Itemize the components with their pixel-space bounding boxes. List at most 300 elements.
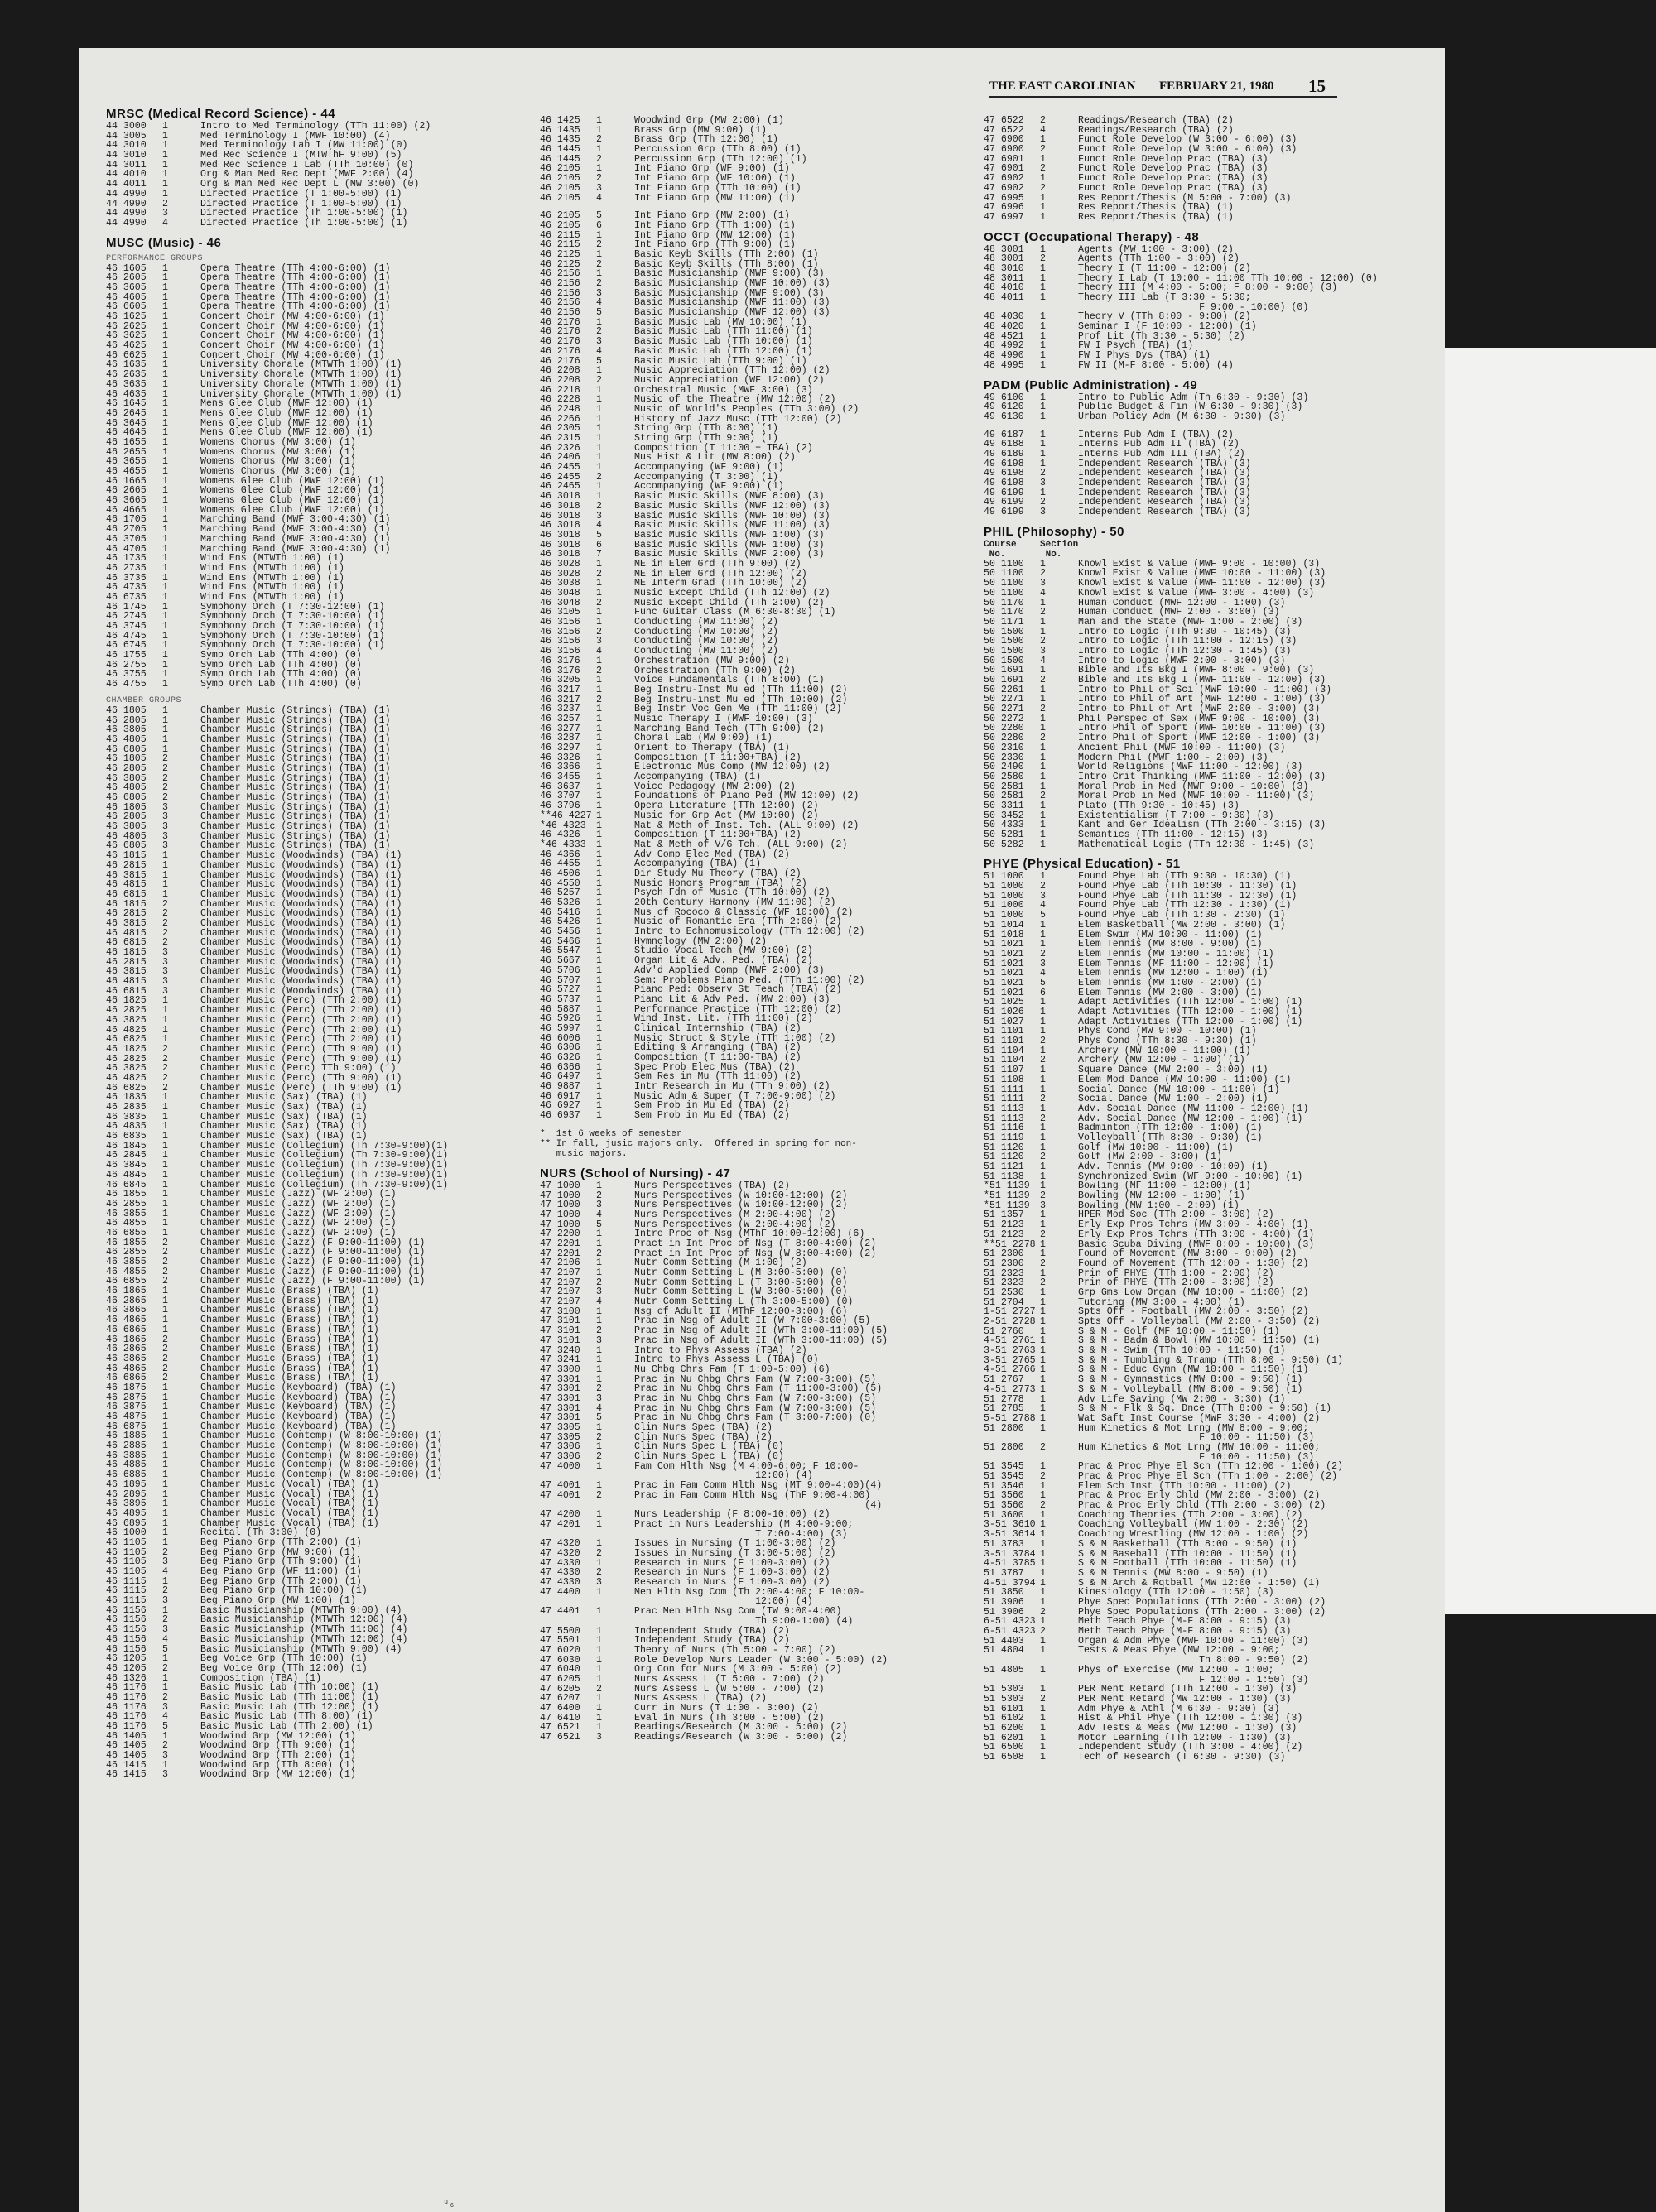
section-number: 1	[1040, 626, 1046, 637]
course-row	[984, 1104, 1441, 1114]
course-number: 4-51 2761	[984, 1335, 1036, 1347]
course-title: Int Piano Grp (TTh 1:00) (1)	[634, 219, 796, 231]
course-number: 46 1825	[106, 995, 147, 1007]
course-number: 46 3257	[540, 713, 580, 724]
course-title: Nurs Assess L (T 5:00 - 7:00) (2)	[634, 1673, 825, 1685]
section-number: 1	[1040, 311, 1046, 323]
course-number: 51 1108	[984, 1074, 1024, 1085]
course-number: 46 3865	[106, 1353, 147, 1364]
course-title: University Chorale (MTWTh 1:00) (1)	[200, 388, 402, 400]
course-number: 46 1000	[106, 1527, 147, 1539]
course-number: 51 1000	[984, 881, 1024, 892]
course-row	[106, 622, 520, 632]
section-number: 1	[596, 1052, 602, 1063]
course-title: Music of World's Peoples (TTh 3:00) (2)	[634, 403, 859, 415]
course-number: 47 3306	[540, 1451, 580, 1463]
section-number: 2	[162, 1662, 168, 1674]
section-number: 2	[162, 898, 168, 910]
course-title: Int Piano Grp (WF 9:00) (1)	[634, 163, 790, 175]
section-number: 3	[162, 956, 168, 968]
section-number: 1	[1040, 742, 1046, 753]
course-title: Chamber Music (Brass) (TBA) (1)	[200, 1373, 379, 1384]
section-number: 1	[1040, 340, 1046, 352]
course-row	[106, 1509, 520, 1519]
course-row	[984, 1230, 1441, 1240]
section-number: 2	[596, 597, 602, 608]
course-number: 46 6805	[106, 743, 147, 755]
course-number: 46 4655	[106, 466, 147, 477]
course-number: 51 5303	[984, 1693, 1024, 1705]
course-row	[106, 380, 520, 390]
section-number: 1	[162, 504, 168, 516]
course-number: 47 6521	[540, 1722, 580, 1734]
course-title: Modern Phil (MWF 1:00 - 2:00) (3)	[1078, 752, 1268, 763]
course-row	[106, 1016, 520, 1026]
course-number: 50 2280	[984, 733, 1024, 744]
section-number: 2	[1040, 791, 1046, 802]
section-number: 1	[162, 1604, 168, 1616]
course-number: 46 6745	[106, 640, 147, 652]
course-title: Prac & Proc Phye El Sch (TTh 12:00 - 1:00) (2)	[1078, 1461, 1344, 1473]
course-number: 46 2176	[540, 355, 580, 367]
course-title: Curr in Nurs (T 1:00 - 3:00) (2)	[634, 1703, 819, 1714]
group-subheading: PERFORMANCE GROUPS	[106, 253, 204, 263]
course-title: Med Terminology I (MWF 10:00) (4)	[200, 130, 391, 142]
course-title: Interns Pub Adm III (TBA) (2)	[1078, 448, 1245, 459]
section-number: 1	[162, 1450, 168, 1461]
course-row	[106, 1132, 520, 1142]
course-number: 51 1101	[984, 1036, 1024, 1047]
section-number: 1	[1040, 1364, 1046, 1376]
course-title: S & M Football (TTh 10:00 - 11:50) (1)	[1078, 1558, 1297, 1570]
course-number: 51 1104	[984, 1045, 1024, 1056]
course-row	[984, 1724, 1441, 1734]
course-number: 51 2767	[984, 1374, 1024, 1386]
section-number: 5	[1040, 977, 1046, 988]
course-number: 46 6625	[106, 349, 147, 361]
section-number: 1	[596, 115, 602, 126]
course-number: 44 4990	[106, 208, 147, 219]
section-number: 1	[1040, 1267, 1046, 1279]
course-title: Intro to Phil of Art (MWF 2:00 - 3:00) (3)	[1078, 704, 1321, 715]
course-number: 47 5501	[540, 1635, 580, 1647]
course-number: 44 4011	[106, 179, 147, 190]
course-number: 46 1445	[540, 144, 580, 156]
course-title: Basic Musicianship (MWF 10:00) (3)	[634, 278, 830, 289]
course-number: 50 2280	[984, 723, 1024, 734]
course-number: 51 1121	[984, 1161, 1024, 1173]
course-title: Chamber Music (Sax) (TBA) (1)	[200, 1121, 368, 1132]
course-row	[984, 450, 1441, 459]
section-number: 1	[596, 1538, 602, 1550]
course-number: 51 1027	[984, 1016, 1024, 1027]
course-title: Chamber Music (Keyboard) (TBA) (1)	[200, 1382, 397, 1393]
course-number: 46 3018	[540, 520, 580, 531]
course-row	[984, 1385, 1441, 1395]
course-title: Funct Role Develop Prac (TBA) (3)	[1078, 153, 1268, 165]
course-title: Pract in Nurs Leadership (M 4:00-9:00; T 7:00-4:00) (3)	[634, 1518, 854, 1540]
course-number: 51 4403	[984, 1635, 1024, 1647]
section-number: 2	[596, 694, 602, 705]
course-number: 46 4605	[106, 291, 147, 303]
section-number: 1	[1040, 1306, 1046, 1318]
course-number: 46 3665	[106, 495, 147, 507]
course-title: Conducting (MW 10:00) (2)	[634, 636, 778, 647]
section-number: 1	[596, 248, 602, 260]
course-number: 51 1000	[984, 871, 1024, 882]
course-title: Theory of Nurs (Th 5:00 - 7:00) (2)	[634, 1644, 836, 1656]
section-number: 1	[1040, 359, 1046, 371]
section-number: 1	[162, 378, 168, 390]
course-row	[540, 1268, 987, 1278]
course-title: Chamber Music (Strings) (TBA) (1)	[200, 811, 391, 823]
course-number: 46 6855	[106, 1227, 147, 1238]
course-title: Coaching Wrestling (MW 12:00 - 1:00) (2)	[1078, 1529, 1309, 1541]
section-number: 1	[1040, 1558, 1046, 1570]
section-number: 1	[596, 1460, 602, 1472]
course-number: 46 2465	[540, 481, 580, 493]
course-title: Intro to Logic (TTh 11:00 - 12:15) (3)	[1078, 636, 1297, 647]
course-title: Beg Piano Grp (MW 1:00) (1)	[200, 1595, 356, 1607]
course-title: Chamber Music (Vocal) (TBA) (1)	[200, 1479, 379, 1490]
course-row	[984, 1036, 1441, 1046]
course-title: Theory V (TTh 8:00 - 9:00) (2)	[1078, 311, 1251, 323]
course-row	[540, 995, 987, 1005]
section-number: 1	[162, 640, 168, 652]
section-number: 6	[596, 539, 602, 551]
section-number: 3	[162, 966, 168, 978]
course-title: Basic Music Lab (TTh 12:00) (1)	[200, 1701, 379, 1713]
course-number: 51 4805	[984, 1664, 1024, 1676]
course-row	[984, 1598, 1441, 1608]
course-title: Marching Band (MWF 3:00-4:30) (1)	[200, 524, 391, 536]
department-heading: PHYE (Physical Education) - 51	[984, 857, 1181, 872]
course-number: 46 4705	[106, 543, 147, 555]
course-number: 46 1435	[540, 124, 580, 136]
course-number: 51 5303	[984, 1684, 1024, 1695]
course-row	[984, 1569, 1441, 1579]
course-title: Basic Musicianship (MTWTh 11:00) (4)	[200, 1624, 408, 1636]
course-title: Prac in Nsg of Adult II (WTh 3:00-11:00) (5)	[634, 1325, 888, 1337]
course-title: Res Report/Thesis (M 5:00 - 7:00) (3)	[1078, 192, 1292, 204]
course-title: Chamber Music (Woodwinds) (TBA) (1)	[200, 850, 402, 862]
course-title: Prac in Nu Chbg Chrs Fam (W 7:00-3:00) (5)	[634, 1402, 877, 1414]
course-title: Funct Role Develop (W 3:00 - 6:00) (3)	[1078, 144, 1297, 156]
section-number: 1	[162, 1479, 168, 1490]
course-number: *51 1139	[984, 1181, 1030, 1192]
course-number: 46 4885	[106, 1459, 147, 1471]
course-title: Music Honors Program (TBA) (2)	[634, 878, 807, 889]
course-title: Chamber Music (Strings) (TBA) (1)	[200, 782, 391, 794]
course-number: 47 3306	[540, 1441, 580, 1453]
course-row	[540, 116, 987, 126]
section-number: 1	[596, 442, 602, 454]
course-number: 46 3875	[106, 1402, 147, 1413]
section-number: 1	[162, 1392, 168, 1403]
course-row	[984, 264, 1441, 274]
section-number: 1	[596, 733, 602, 744]
course-row	[540, 1733, 987, 1743]
course-number: 46 1705	[106, 514, 147, 526]
course-title: Basic Musicianship (MWF 9:00) (3)	[634, 287, 825, 299]
section-number: 1	[596, 906, 602, 918]
course-title: Music of Romantic Era (TTh 2:00) (2)	[634, 916, 842, 928]
section-number: 1	[596, 801, 602, 812]
course-number: 47 4001	[540, 1489, 580, 1501]
course-title: Prac in Fam Comm Hlth Nsg (MT 9:00-4:00)(4)	[634, 1480, 883, 1492]
course-row	[984, 1346, 1441, 1356]
course-row	[984, 704, 1441, 714]
course-title: Marching Band (MWF 3:00-4:30) (1)	[200, 514, 391, 526]
section-number: 3	[596, 1334, 602, 1346]
course-title: Phye Spec Populations (TTh 2:00 - 3:00) (2)	[1078, 1596, 1326, 1608]
course-title: Elem Basketball (MW 2:00 - 3:00) (1)	[1078, 919, 1286, 930]
course-number: 46 4805	[106, 830, 147, 842]
course-row	[984, 1443, 1441, 1462]
course-number: 46 4645	[106, 427, 147, 439]
course-number: 46 1825	[106, 1043, 147, 1055]
course-row	[984, 184, 1441, 194]
course-title: Chamber Music (Perc) (TTh 2:00) (1)	[200, 1005, 402, 1017]
course-row	[984, 1133, 1441, 1143]
course-number: 44 4990	[106, 188, 147, 200]
course-row	[106, 793, 520, 803]
section-number: 2	[1040, 636, 1046, 647]
course-title: Wind Ens (MTWTh 1:00) (1)	[200, 553, 344, 565]
course-title: Prac Men Hlth Nsg Com (TW 9:00-4:00) Th 9:00-1:00) (4)	[634, 1606, 854, 1627]
section-number: 1	[1040, 1645, 1046, 1657]
section-number: 1	[596, 481, 602, 493]
section-number: 1	[162, 1682, 168, 1694]
course-title: Accompanying (TBA) (1)	[634, 772, 762, 783]
course-number: 50 5282	[984, 839, 1024, 850]
section-number: 1	[1040, 1065, 1046, 1076]
section-number: 2	[1040, 1190, 1046, 1202]
course-number: 49 6198	[984, 458, 1024, 469]
course-row	[106, 190, 520, 200]
course-row	[540, 772, 987, 782]
section-number: 4	[596, 520, 602, 531]
course-row	[984, 1753, 1441, 1762]
course-title: Adv Life Saving (MW 2:00 - 3:30) (1)	[1078, 1393, 1286, 1405]
section-number: 1	[1040, 272, 1046, 284]
section-number: 2	[162, 782, 168, 794]
course-title: Semantics (TTh 11:00 - 12:15) (3)	[1078, 830, 1268, 841]
course-row	[106, 764, 520, 774]
section-number: 1	[596, 791, 602, 802]
section-number: 3	[162, 801, 168, 813]
course-title: S & M - Badm & Bowl (MW 10:00 - 11:50) (1)	[1078, 1335, 1321, 1347]
section-number: 5	[596, 529, 602, 541]
section-number: 1	[1040, 439, 1046, 450]
course-number: 46 1115	[106, 1585, 147, 1597]
course-number: 46 3845	[106, 1160, 147, 1171]
course-number: 51 1026	[984, 1007, 1024, 1018]
course-number: 46 9887	[540, 1081, 580, 1093]
section-number: 3	[162, 1769, 168, 1781]
section-number: 1	[1040, 262, 1046, 274]
section-number: 1	[1040, 1296, 1046, 1308]
course-title: Woodwind Grp (MW 12:00) (1)	[200, 1730, 356, 1742]
course-number: 46 3735	[106, 572, 147, 584]
course-number: 47 3301	[540, 1392, 580, 1404]
course-number: 46 6875	[106, 1421, 147, 1432]
course-title: Basic Musicianship (MTWTh 12:00) (4)	[200, 1633, 408, 1645]
course-row	[540, 1462, 987, 1481]
course-title: Square Dance (MW 2:00 - 3:00) (1)	[1078, 1065, 1268, 1076]
course-number: 51 1101	[984, 1026, 1024, 1037]
course-title: Elem Swim (MW 10:00 - 11:00) (1)	[1078, 929, 1263, 940]
section-number: 1	[596, 1110, 602, 1122]
section-number: 1	[1040, 1103, 1046, 1114]
section-number: 1	[1040, 1123, 1046, 1134]
course-title: Nutr Comm Setting L (T 3:00-5:00) (0)	[634, 1277, 848, 1288]
course-title: ME in Elem Grd (TTh 9:00) (2)	[634, 558, 802, 570]
course-title: Adv Comp Elec Med (TBA) (2)	[634, 849, 790, 860]
section-number: 2	[596, 1489, 602, 1501]
section-number: 1	[596, 1229, 602, 1240]
section-number: 4	[596, 646, 602, 657]
course-row	[540, 1646, 987, 1656]
course-number: 50 5281	[984, 830, 1024, 841]
course-title: Chamber Music (Woodwinds) (TBA) (1)	[200, 917, 402, 929]
course-number: 48 4010	[984, 282, 1024, 294]
course-title: Mens Glee Club (MWF 12:00) (1)	[200, 417, 373, 429]
course-number: 48 4030	[984, 311, 1024, 323]
bottom-smudge: ᵘ₆	[443, 2198, 455, 2210]
course-title: Chamber Music (Contemp) (W 8:00-10:00) (1)	[200, 1459, 443, 1471]
course-title: Chamber Music (Contemp) (W 8:00-10:00) (1)	[200, 1431, 443, 1442]
section-number: 1	[1040, 1577, 1046, 1589]
course-title: Beg Voice Grp (TTh 10:00) (1)	[200, 1653, 368, 1665]
course-number: 51 1119	[984, 1132, 1024, 1143]
course-row	[540, 656, 987, 666]
course-title: Int Piano Grp (TTh 9:00) (1)	[634, 239, 796, 251]
section-number: 1	[596, 704, 602, 715]
course-number: 46 2156	[540, 297, 580, 309]
course-number: 46 5547	[540, 945, 580, 957]
course-number: 46 5737	[540, 993, 580, 1005]
course-row	[540, 1111, 987, 1121]
course-title: Phys Cond (TTh 8:30 - 9:30) (1)	[1078, 1036, 1257, 1047]
course-title: Adapt Activities (TTh 12:00 - 1:00) (1)	[1078, 997, 1303, 1008]
section-number: 1	[162, 407, 168, 419]
section-number: 1	[162, 679, 168, 690]
course-title: Tutoring (MW 3:00 - 4:00) (1)	[1078, 1296, 1245, 1308]
section-number: 3	[162, 830, 168, 842]
course-number: 51 2530	[984, 1286, 1024, 1298]
section-number: 1	[596, 839, 602, 850]
course-number: 47 3101	[540, 1325, 580, 1337]
course-number: 46 2855	[106, 1198, 147, 1209]
section-number: 1	[162, 601, 168, 613]
course-row	[540, 618, 987, 628]
section-number: 1	[1040, 1026, 1046, 1037]
course-number: 47 6902	[984, 182, 1024, 194]
course-number: 47 6900	[984, 144, 1024, 156]
course-number: 46 1115	[106, 1595, 147, 1607]
course-title: Fam Com Hlth Nsg (M 4:00-6:00; F 10:00- 12:00) (4)	[634, 1460, 859, 1482]
course-number: 46 3287	[540, 733, 580, 744]
course-row	[540, 405, 987, 415]
section-number: 2	[596, 239, 602, 251]
course-title: Mus of Rococo & Classic (WF 10:00) (2)	[634, 906, 854, 918]
course-title: Music of the Theatre (MW 12:00) (2)	[634, 394, 836, 406]
course-number: 51 2123	[984, 1219, 1024, 1231]
course-row	[106, 219, 520, 228]
course-title: Chamber Music (Perc) (TTh 9:00) (1)	[200, 1043, 402, 1055]
course-title: Basic Music Skills (MWF 12:00) (3)	[634, 500, 830, 512]
course-number: 46 5426	[540, 916, 580, 928]
section-number: 1	[162, 150, 168, 161]
course-title: Chamber Music (Sax) (TBA) (1)	[200, 1111, 368, 1123]
course-number: 46 3217	[540, 684, 580, 695]
course-title: Chamber Music (Vocal) (TBA) (1)	[200, 1508, 379, 1519]
section-number: 1	[162, 659, 168, 671]
course-number: 50 2490	[984, 762, 1024, 773]
section-number: 1	[162, 291, 168, 303]
section-number: 1	[596, 1022, 602, 1034]
course-title: Badminton (TTh 12:00 - 1:00) (1)	[1078, 1123, 1263, 1134]
course-number: 46 2266	[540, 413, 580, 425]
section-number: 1	[162, 1286, 168, 1297]
section-number: 1	[162, 543, 168, 555]
section-number: 1	[162, 879, 168, 891]
course-title: Chamber Music (Jazz) (F 9:00-11:00) (1)	[200, 1266, 426, 1277]
course-title: Elem Tennis (MW 10:00 - 11:00) (1)	[1078, 948, 1274, 959]
course-title: Basic Music Lab (MW 10:00) (1)	[634, 316, 807, 328]
course-title: Adapt Activities (TTh 12:00 - 1:00) (1)	[1078, 1007, 1303, 1018]
course-number: 46 1645	[106, 398, 147, 410]
section-number: 1	[162, 1121, 168, 1132]
course-title: Prac in Nu Chbg Chrs Fam (W 7:00-3:00) (5)	[634, 1392, 877, 1404]
course-row	[106, 706, 520, 716]
course-number: 51 1021	[984, 968, 1024, 979]
course-title: Wind Ens (MTWTh 1:00) (1)	[200, 591, 344, 603]
section-number: 2	[596, 153, 602, 165]
section-number: 3	[1040, 958, 1046, 969]
course-title: Opera Theatre (TTh 4:00-6:00) (1)	[200, 281, 391, 293]
section-number: 1	[162, 1672, 168, 1684]
course-title: Chamber Music (Collegium) (Th 7:30-9:00)(1)	[200, 1160, 449, 1171]
section-number: 1	[1040, 810, 1046, 821]
section-number: 1	[162, 1759, 168, 1771]
course-number: 46 5667	[540, 955, 580, 967]
course-number: **51 2278	[984, 1238, 1036, 1250]
course-number: 46 6835	[106, 1131, 147, 1142]
section-number: 1	[596, 1267, 602, 1278]
course-title: Chamber Music (Keyboard) (TBA) (1)	[200, 1421, 397, 1432]
section-number: 2	[1040, 704, 1046, 715]
course-number: 46 1445	[540, 153, 580, 165]
section-number: 2	[596, 173, 602, 185]
course-title: Conducting (MW 10:00) (2)	[634, 626, 778, 637]
section-number: 1	[162, 436, 168, 448]
course-title: Chamber Music (Jazz) (WF 2:00) (1)	[200, 1218, 397, 1229]
course-row	[984, 1472, 1441, 1482]
course-number: 46 3018	[540, 529, 580, 541]
course-title: Composition (T 11:00+TBA) (2)	[634, 830, 802, 841]
course-row	[984, 1007, 1441, 1017]
section-number: 1	[162, 1469, 168, 1481]
course-title: Elem Mod Dance (MW 10:00 - 11:00) (1)	[1078, 1074, 1292, 1085]
course-title: Directed Practice (Th 1:00-5:00) (1)	[200, 208, 408, 219]
course-number: 47 6207	[540, 1693, 580, 1705]
section-number: 1	[1040, 1403, 1046, 1415]
course-title: Beg Piano Grp (TTh 9:00) (1)	[200, 1556, 362, 1568]
section-number: 1	[1040, 1567, 1046, 1579]
course-title: Found Phye Lab (TTh 10:30 - 11:30) (1)	[1078, 881, 1297, 892]
